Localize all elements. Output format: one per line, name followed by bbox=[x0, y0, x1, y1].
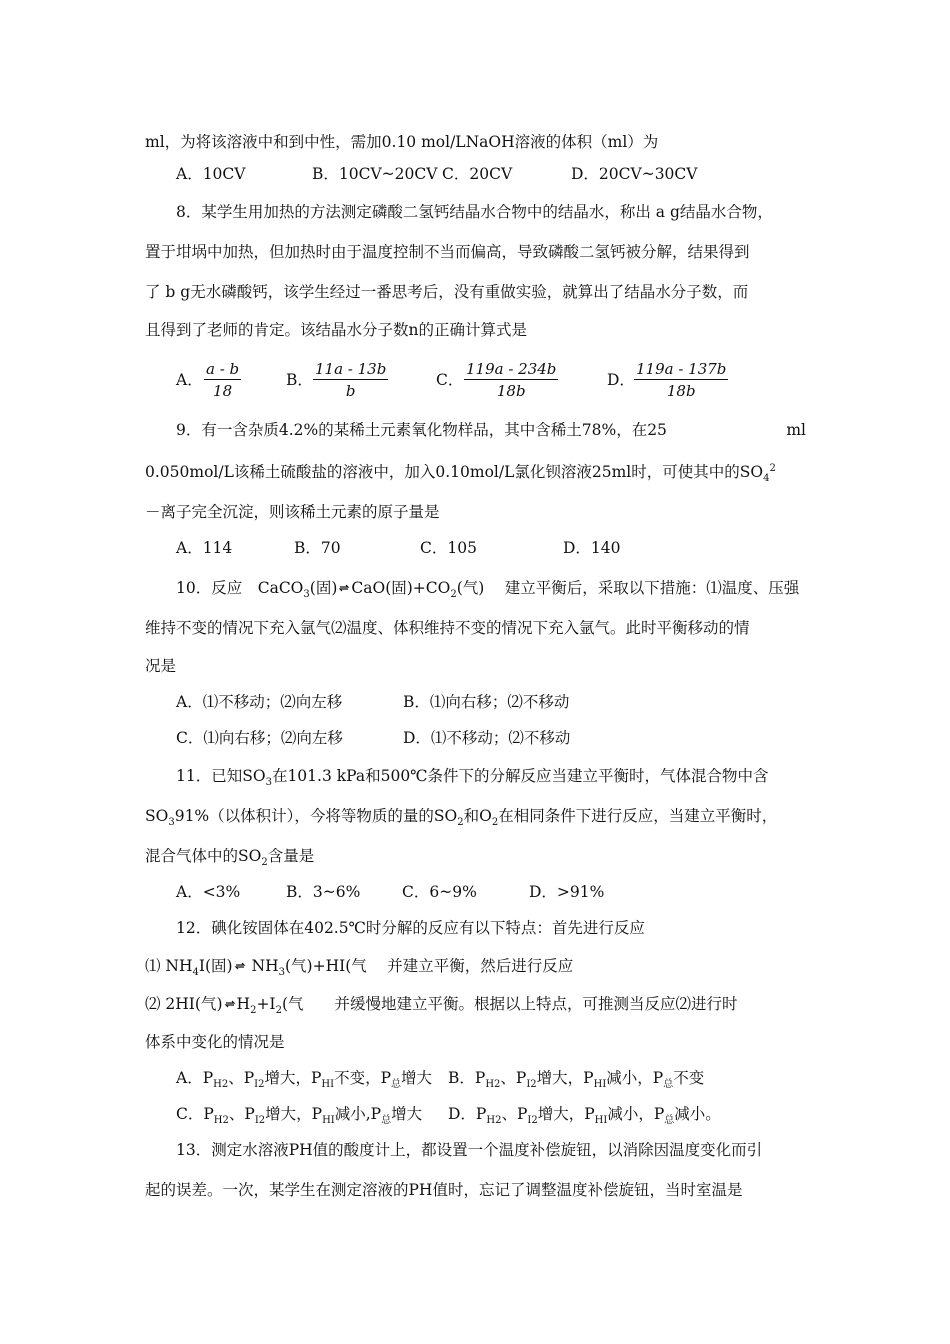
opt-text: 增大，P bbox=[264, 1069, 322, 1087]
opt-text: 增大，P bbox=[536, 1069, 594, 1087]
q9-line-1 bbox=[176, 420, 806, 440]
q10-line-3: 况是 bbox=[145, 657, 177, 675]
q12-option-a bbox=[176, 1068, 433, 1091]
q12-r1-d: (气)+HI(气 并建立平衡，然后进行反应 bbox=[285, 957, 574, 975]
q11-text-f: 在相同条件下进行反应，当建立平衡时， bbox=[498, 807, 778, 825]
subscript: 总 bbox=[663, 1079, 674, 1091]
q10-option-c: C．⑴向右移；⑵向左移 bbox=[176, 729, 343, 747]
q10-option-d: D．⑴不移动；⑵不移动 bbox=[403, 729, 571, 747]
subscript: 总 bbox=[391, 1079, 402, 1091]
opt-text: 、P bbox=[500, 1069, 527, 1087]
q9-line-2 bbox=[145, 462, 776, 485]
q8-option-c-label: C． bbox=[436, 371, 464, 389]
q8-option-a-fraction bbox=[204, 360, 241, 400]
opt-text: B．P bbox=[448, 1069, 486, 1087]
q9-line-3: －离子完全沉淀，则该稀土元素的原子量是 bbox=[145, 503, 440, 521]
q11-text-c: SO bbox=[145, 807, 169, 825]
opt-text: 增大，P bbox=[265, 1105, 323, 1123]
q11-text-d: 91%（以体积计），今将等物质的量的SO bbox=[174, 807, 458, 825]
q12-reaction-1 bbox=[145, 956, 574, 979]
subscript: 2 bbox=[250, 1005, 257, 1017]
q11-line-3 bbox=[145, 846, 315, 869]
opt-text: 、P bbox=[228, 1069, 255, 1087]
q8-option-a-label: A． bbox=[176, 371, 203, 389]
q7-option-d: D．20CV~30CV bbox=[571, 165, 698, 183]
fraction-numerator: 119a - 137b bbox=[636, 360, 727, 378]
q8-line-4: 且得到了老师的肯定。该结晶水分子数n的正确计算式是 bbox=[145, 321, 527, 339]
q10-text-d: (气) 建立平衡后，采取以下措施：⑴温度、压强 bbox=[456, 579, 800, 597]
q9-line-1-unit: ml bbox=[786, 421, 806, 439]
q9-option-a: A．114 bbox=[176, 539, 233, 557]
q12-r2-b: H bbox=[236, 995, 251, 1013]
q12-option-d bbox=[448, 1104, 721, 1127]
superscript: 2 bbox=[769, 462, 776, 474]
q9-option-c: C．105 bbox=[420, 539, 477, 557]
q11-text-g: 混合气体中的SO bbox=[145, 847, 262, 865]
fraction-denominator: 18b bbox=[666, 382, 696, 400]
q11-line-2 bbox=[145, 806, 778, 829]
q9-line-2-text: 0.050mol/L该稀土硫酸盐的溶液中，加入0.10mol/L氯化钡溶液25ml时，可使其中的SO bbox=[145, 463, 764, 481]
subscript: 3 bbox=[303, 589, 310, 601]
opt-text: 、P bbox=[501, 1105, 528, 1123]
subscript: 4 bbox=[192, 967, 199, 979]
opt-text: 增大，P bbox=[537, 1105, 595, 1123]
q11-text-h: 含量是 bbox=[267, 847, 315, 865]
subscript: H2 bbox=[213, 1115, 229, 1127]
opt-text: 增大 bbox=[401, 1069, 433, 1087]
q11-text-b: 在101.3 kPa和500℃条件下的分解反应当建立平衡时，气体混合物中含 bbox=[271, 767, 769, 785]
q10-line-2: 维持不变的情况下充入氩气⑵温度、体积维持不变的情况下充入氩气。此时平衡移动的情 bbox=[145, 619, 750, 637]
q8-line-2: 置于坩埚中加热，但加热时由于温度控制不当而偏高，导致磷酸二氢钙被分解，结果得到 bbox=[145, 243, 750, 261]
q7-option-a: A．10CV bbox=[176, 165, 246, 183]
fraction-numerator: 119a - 234b bbox=[466, 360, 557, 378]
q7-option-c: C．20CV bbox=[442, 165, 513, 183]
opt-text: 不变 bbox=[673, 1069, 705, 1087]
subscript: 2 bbox=[450, 589, 457, 601]
opt-text: 减小，P bbox=[607, 1105, 665, 1123]
q9-line-1-text: 9．有一含杂质4.2%的某稀土元素氧化物样品，其中含稀土78%，在25 bbox=[176, 421, 667, 439]
q11-option-d: D．>91% bbox=[529, 883, 605, 901]
subscript: HI bbox=[593, 1079, 607, 1091]
subscript: 总 bbox=[381, 1115, 392, 1127]
opt-text: 、P bbox=[228, 1105, 255, 1123]
subscript: 总 bbox=[664, 1115, 675, 1127]
q8-line-3: 了 b g无水磷酸钙，该学生经过一番思考后，没有重做实验，就算出了结晶水分子数，而 bbox=[145, 283, 749, 301]
subscript: 2 bbox=[457, 817, 464, 829]
fraction-numerator: 11a - 13b bbox=[315, 360, 387, 378]
q10-text-b: (固) bbox=[309, 579, 338, 597]
subscript: HI bbox=[321, 1079, 335, 1091]
q13-line-1: 13．测定水溶液PH值的酸度计上，都设置一个温度补偿旋钮，以消除因温度变化而引 bbox=[176, 1141, 763, 1159]
q10-line-1 bbox=[176, 578, 800, 601]
q12-option-c bbox=[176, 1104, 423, 1127]
subscript: 3 bbox=[168, 817, 175, 829]
q11-option-a: A．<3% bbox=[176, 883, 241, 901]
opt-text: 增大 bbox=[391, 1105, 423, 1123]
opt-text: D．P bbox=[448, 1105, 487, 1123]
q8-option-d-fraction bbox=[634, 360, 728, 400]
q12-line-1: 12．碘化铵固体在402.5℃时分解的反应有以下特点：首先进行反应 bbox=[176, 919, 645, 937]
subscript: I2 bbox=[254, 1115, 266, 1127]
subscript: H2 bbox=[213, 1079, 229, 1091]
subscript: I2 bbox=[526, 1079, 537, 1091]
fraction-denominator: 18b bbox=[496, 382, 526, 400]
q12-r1-b: I(固) bbox=[198, 957, 233, 975]
fraction-denominator: 18 bbox=[213, 382, 233, 400]
q12-r1-c: NH bbox=[246, 957, 279, 975]
q8-option-b-fraction bbox=[313, 360, 388, 400]
q7-text: ml，为将该溶液中和到中性，需加0.10 mol/LNaOH溶液的体积（ml）为 bbox=[145, 133, 659, 151]
q12-r1-a: ⑴ NH bbox=[145, 957, 193, 975]
q13-line-2: 起的误差。一次，某学生在测定溶液的PH值时，忘记了调整温度补偿旋钮，当时室温是 bbox=[145, 1181, 743, 1199]
q11-text-e: 和O bbox=[463, 807, 492, 825]
q8-option-d-label: D． bbox=[607, 371, 635, 389]
equilibrium-icon bbox=[338, 582, 350, 594]
q9-option-d: D．140 bbox=[563, 539, 621, 557]
q8-line-1: 8．某学生用加热的方法测定磷酸二氢钙结晶水合物中的结晶水，称出 a g结晶水合物， bbox=[176, 203, 773, 221]
opt-text: 减小。 bbox=[674, 1105, 721, 1123]
opt-text: 不变，P bbox=[334, 1069, 392, 1087]
subscript: 2 bbox=[491, 817, 499, 829]
subscript: I2 bbox=[254, 1079, 265, 1091]
subscript: H2 bbox=[485, 1079, 501, 1091]
subscript: 2 bbox=[275, 1005, 282, 1017]
subscript: HI bbox=[594, 1115, 608, 1127]
q8-option-b-label: B． bbox=[286, 371, 313, 389]
q10-text-a: 10．反应 CaCO bbox=[176, 579, 304, 597]
subscript: 3 bbox=[278, 967, 285, 979]
q11-text-a: 11．已知SO bbox=[176, 767, 266, 785]
opt-text: C．P bbox=[176, 1105, 214, 1123]
subscript: HI bbox=[322, 1115, 335, 1127]
q12-r2-c: +I bbox=[256, 995, 276, 1013]
q11-line-1 bbox=[176, 766, 769, 789]
opt-text: 减小,P bbox=[334, 1105, 382, 1123]
q12-line-4: 体系中变化的情况是 bbox=[145, 1033, 285, 1051]
fraction-denominator: b bbox=[345, 382, 356, 400]
opt-text: A．P bbox=[176, 1069, 214, 1087]
q12-r2-d: (气 并缓慢地建立平衡。根据以上特点，可推测当反应⑵进行时 bbox=[281, 995, 738, 1013]
q7-option-b: B．10CV~20CV bbox=[312, 165, 438, 183]
q11-option-b: B．3~6% bbox=[286, 883, 361, 901]
q12-r2-a: ⑵ 2HI(气) bbox=[145, 995, 223, 1013]
subscript: 4 bbox=[763, 473, 770, 485]
q9-option-b: B．70 bbox=[294, 539, 341, 557]
fraction-numerator: a - b bbox=[206, 360, 240, 378]
q12-reaction-2 bbox=[145, 994, 738, 1017]
subscript: 2 bbox=[261, 857, 268, 869]
q10-text-c: CaO(固)+CO bbox=[351, 579, 451, 597]
q10-option-a: A．⑴不移动；⑵向左移 bbox=[176, 693, 343, 711]
q10-option-b: B．⑴向右移；⑵不移动 bbox=[403, 693, 570, 711]
q8-option-c-fraction bbox=[464, 360, 558, 400]
subscript: 3 bbox=[265, 777, 272, 789]
subscript: I2 bbox=[527, 1115, 538, 1127]
q12-option-b bbox=[448, 1068, 705, 1091]
equilibrium-icon bbox=[234, 960, 246, 972]
subscript: H2 bbox=[486, 1115, 502, 1127]
equilibrium-icon bbox=[224, 998, 236, 1010]
opt-text: 减小，P bbox=[606, 1069, 664, 1087]
q11-option-c: C．6~9% bbox=[402, 883, 477, 901]
